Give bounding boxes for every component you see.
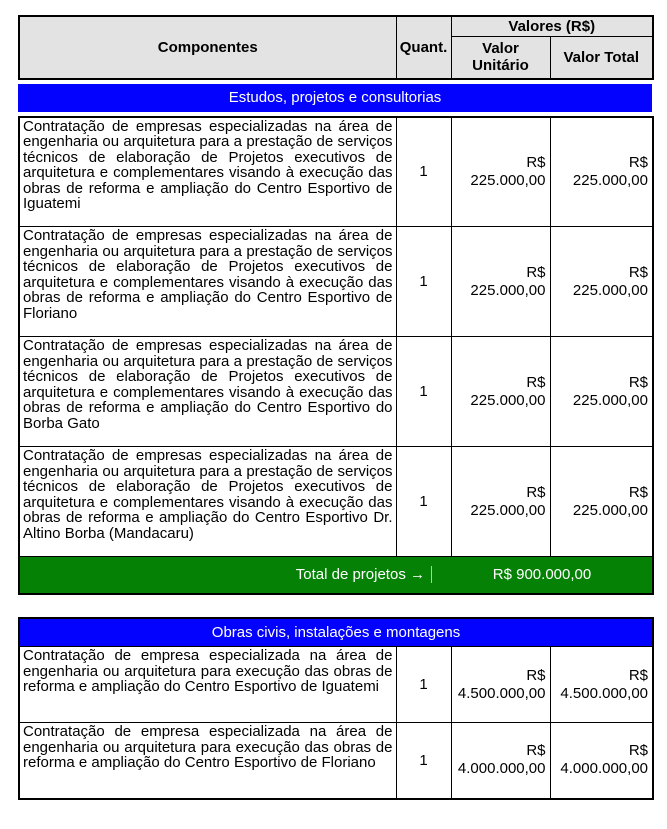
section-obras-table <box>18 617 654 800</box>
total-value-cell: R$ 225.000,00 <box>550 117 653 227</box>
table-row <box>19 723 653 799</box>
total-value-cell: R$ 4.500.000,00 <box>550 647 653 723</box>
col-header-componentes: Componentes <box>19 16 396 79</box>
header-table <box>18 15 654 80</box>
component-description: Contratação de empresas especializadas na área de engenharia ou arquitetura para a prestação de serviços técnicos de elaboração de Projetos executivos de arquitetura e complementares visando à execução das obras de reforma e ampliação do Centro Esportivo Dr. Altino Borba (Mandacaru) <box>19 447 396 557</box>
total-projetos-value: R$ 900.000,00 <box>492 566 592 584</box>
col-header-valor-unitario: Valor Unitário <box>451 37 550 79</box>
quantity-cell: 1 <box>396 117 451 227</box>
total-value-cell: R$ 225.000,00 <box>550 447 653 557</box>
component-description: Contratação de empresas especializadas na área de engenharia ou arquitetura para a prestação de serviços técnicos de elaboração de Projetos executivos de arquitetura e complementares visando à execução das obras de reforma e ampliação do Centro Esportivo do Borba Gato <box>19 337 396 447</box>
quantity-cell: 1 <box>396 337 451 447</box>
quantity-cell: 1 <box>396 647 451 723</box>
section-banner-row <box>19 618 653 647</box>
col-header-valor-total: Valor Total <box>550 37 653 79</box>
total-projetos-label: Total de projetos → <box>20 566 432 583</box>
unit-value-cell: R$ 4.500.000,00 <box>451 647 550 723</box>
unit-value-cell: R$ 225.000,00 <box>451 117 550 227</box>
budget-table <box>18 15 652 800</box>
component-description: Contratação de empresas especializadas na área de engenharia ou arquitetura para a prestação de serviços técnicos de elaboração de Projetos executivos de arquitetura e complementares visando à execução das obras de reforma e ampliação do Centro Esportivo de Iguatemi <box>19 117 396 227</box>
unit-value-cell: R$ 4.000.000,00 <box>451 723 550 799</box>
component-description: Contratação de empresas especializadas na área de engenharia ou arquitetura para a prestação de serviços técnicos de elaboração de Projetos executivos de arquitetura e complementares visando à execução das obras de reforma e ampliação do Centro Esportivo de Floriano <box>19 227 396 337</box>
quantity-cell: 1 <box>396 723 451 799</box>
table-row <box>19 337 653 447</box>
header-row-top <box>19 16 653 37</box>
section-total-row <box>19 557 653 594</box>
quantity-cell: 1 <box>396 447 451 557</box>
table-row <box>19 647 653 723</box>
total-value-cell: R$ 4.000.000,00 <box>550 723 653 799</box>
col-header-quant: Quant. <box>396 16 451 79</box>
section-banner-obras: Obras civis, instalações e montagens <box>19 618 653 647</box>
section-estudos-table <box>18 116 654 595</box>
table-row <box>19 447 653 557</box>
unit-value-cell: R$ 225.000,00 <box>451 227 550 337</box>
section-banner-estudos: Estudos, projetos e consultorias <box>18 84 652 112</box>
component-description: Contratação de empresa especializada na área de engenharia ou arquitetura para execução das obras de reforma e ampliação do Centro Esportivo de Iguatemi <box>19 647 396 723</box>
total-value-cell: R$ 225.000,00 <box>550 227 653 337</box>
component-description: Contratação de empresa especializada na área de engenharia ou arquitetura para execução das obras de reforma e ampliação do Centro Esportivo de Floriano <box>19 723 396 799</box>
unit-value-cell: R$ 225.000,00 <box>451 447 550 557</box>
unit-value-cell: R$ 225.000,00 <box>451 337 550 447</box>
table-row <box>19 117 653 227</box>
table-row <box>19 227 653 337</box>
col-header-valores: Valores (R$) <box>451 16 653 37</box>
total-value-cell: R$ 225.000,00 <box>550 337 653 447</box>
quantity-cell: 1 <box>396 227 451 337</box>
